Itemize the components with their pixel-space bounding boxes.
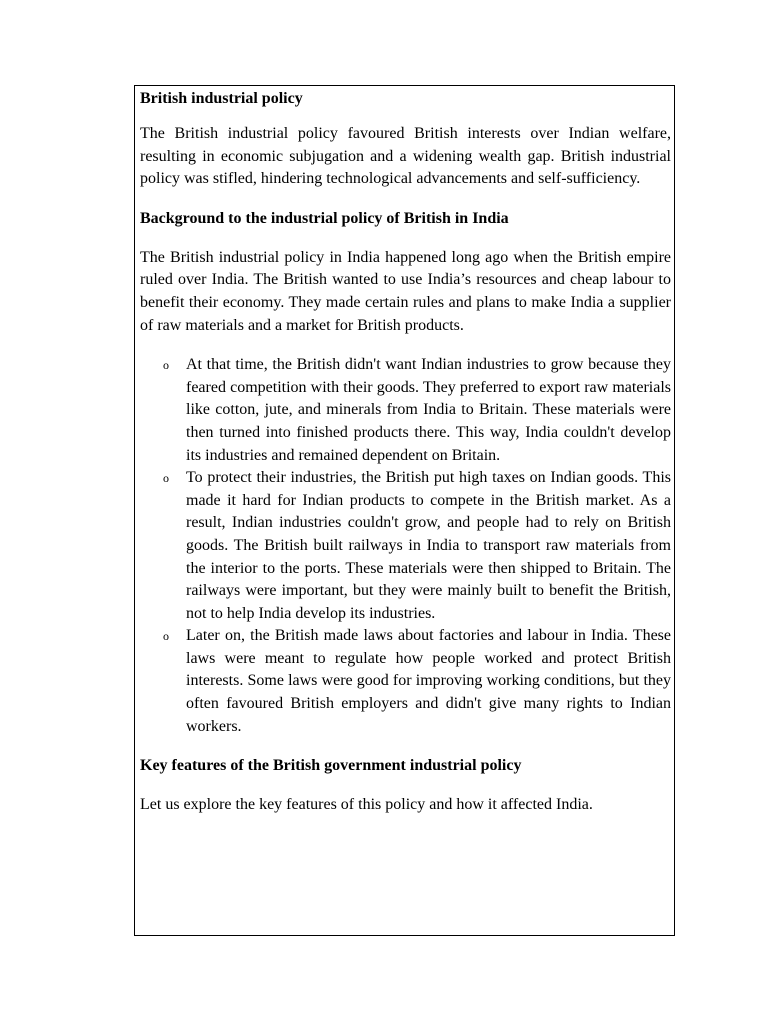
background-heading: Background to the industrial policy of British in India [140,209,509,227]
bullet-icon: o [163,629,169,644]
bullet-list [140,354,671,738]
list-item [163,354,671,467]
list-item-text: Later on, the British made laws about factories and labour in India. These laws were meant to regulate how people worked and protect British interests. Some laws were good for improving working conditions, but they often favoured British employers and didn't give many rights to Indian workers. [186,627,671,735]
features-paragraph: Let us explore the key features of this policy and how it affected India. [140,796,593,814]
bullet-icon: o [163,358,169,373]
document-title: British industrial policy [140,90,303,107]
document-box [134,85,675,936]
list-item-text: To protect their industries, the British put high taxes on Indian goods. This made it hard for Indian products to compete in the British market. As a result, Indian industries couldn't grow, and people had to rely on British goods. The British built railways in India to transport raw materials from the interior to the ports. These materials were then shipped to Britain. The railways were important, but they were mainly built to benefit the British, not to help India develop its industries. [186,469,671,622]
bullet-icon: o [163,471,169,486]
list-item [163,625,671,738]
background-paragraph: The British industrial policy in India happened long ago when the British empire ruled over India. The British wanted to use India’s resources and cheap labour to benefit their economy. They made certain rules and plans to make India a supplier of raw materials and a market for British products. [140,248,671,334]
intro-paragraph: The British industrial policy favoured British interests over Indian welfare, resulting in economic subjugation and a widening wealth gap. British industrial policy was stifled, hindering technological advancements and self-sufficiency. [140,125,671,188]
features-heading: Key features of the British government industrial policy [140,757,522,775]
list-item [163,467,671,625]
list-item-text: At that time, the British didn't want Indian industries to grow because they feared competition with their goods. They preferred to export raw materials like cotton, jute, and minerals from India to Britain. These materials were then turned into finished products there. This way, India couldn't develop its industries and remained dependent on Britain. [186,356,671,464]
